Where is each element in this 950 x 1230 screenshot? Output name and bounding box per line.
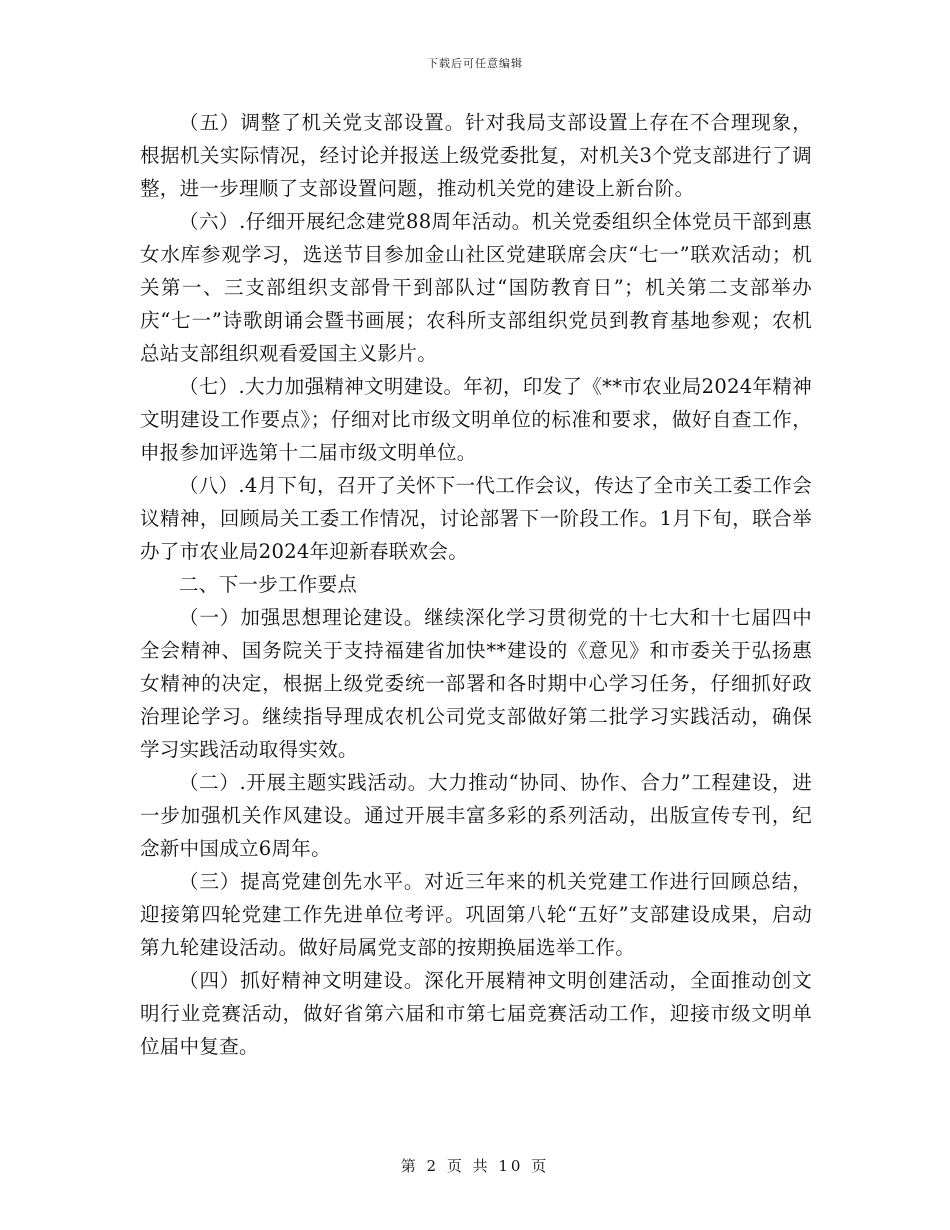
document-body bbox=[140, 106, 812, 1063]
next-step-3: （三）提高党建创先水平。对近三年来的机关党建工作进行回顾总结，迎接第四轮党建工作先进单位考评。巩固第八轮“五好”支部建设成果，启动第九轮建设活动。做好局属党支部的按期换届选举工作。 bbox=[140, 870, 812, 959]
next-step-4: （四）抓好精神文明建设。深化开展精神文明创建活动，全面推动创文明行业竞赛活动，做好省第六届和市第七届竞赛活动工作，迎接市级文明单位届中复查。 bbox=[140, 969, 812, 1058]
paragraph-5: （五）调整了机关党支部设置。针对我局支部设置上存在不合理现象，根据机关实际情况，经讨论并报送上级党委批复，对机关3个党支部进行了调整，进一步理顺了支部设置问题，推动机关党的建设上新台阶。 bbox=[140, 111, 812, 200]
next-step-1: （一）加强思想理论建设。继续深化学习贯彻党的十七大和十七届四中全会精神、国务院关于支持福建省加快**建设的《意见》和市委关于弘扬惠女精神的决定，根据上级党委统一部署和各时期中心学习任务，仔细抓好政治理论学习。继续指导理成农机公司党支部做好第二批学习实践活动，确保学习实践活动取得实效。 bbox=[140, 606, 812, 761]
page-number-footer: 第 2 页 共 10 页 bbox=[400, 1157, 550, 1175]
section-heading-next-steps: 二、下一步工作要点 bbox=[179, 573, 358, 596]
paragraph-7: （七）.大力加强精神文明建设。年初，印发了《**市农业局2024年精神文明建设工作要点》；仔细对比市级文明单位的标准和要求，做好自查工作，申报参加评选第十二届市级文明单位。 bbox=[140, 375, 812, 464]
paragraph-6: （六）.仔细开展纪念建党88周年活动。机关党委组织全体党员干部到惠女水库参观学习，选送节目参加金山社区党建联席会庆“七一”联欢活动；机关第一、三支部组织支部骨干到部队过“国防教育日”；机关第二支部举办庆“七一”诗歌朗诵会暨书画展；农科所支部组织党员到教育基地参观；农机总站支部组织观看爱国主义影片。 bbox=[140, 210, 812, 365]
header-note: 下载后可任意编辑 bbox=[427, 57, 523, 70]
next-step-2: （二）.开展主题实践活动。大力推动“协同、协作、合力”工程建设，进一步加强机关作风建设。通过开展丰富多彩的系列活动，出版宣传专刊，纪念新中国成立6周年。 bbox=[140, 771, 812, 860]
paragraph-8: （八）.4月下旬，召开了关怀下一代工作会议，传达了全市关工委工作会议精神，回顾局关工委工作情况，讨论部署下一阶段工作。1月下旬，联合举办了市农业局2024年迎新春联欢会。 bbox=[140, 474, 813, 563]
